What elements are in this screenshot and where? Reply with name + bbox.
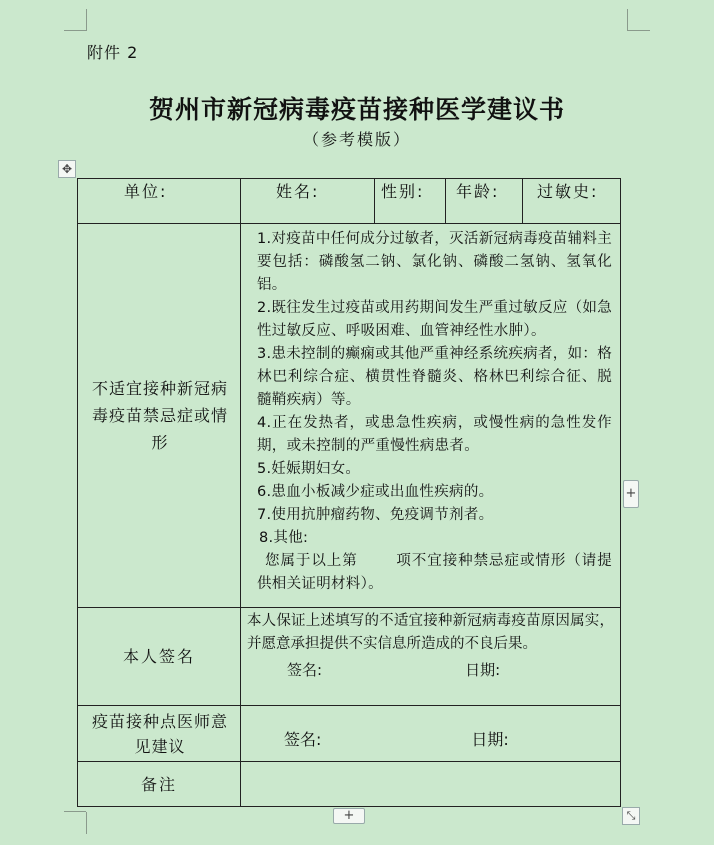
age-field[interactable] (446, 179, 522, 223)
attachment-label: 附件 2 (87, 43, 139, 62)
self-sign-line (247, 660, 614, 681)
crop-mark (86, 9, 87, 31)
list-item: 5.妊娠期妇女。 (257, 461, 361, 477)
crop-mark (628, 30, 650, 31)
plus-icon[interactable]: + (623, 480, 639, 508)
name-field[interactable] (241, 179, 374, 223)
doctor-sign-label: 签名: (284, 730, 322, 749)
list-item: 4.正在发热者，或患急性疾病，或慢性病的急性发作期，或未控制的严重慢性病患者。 (257, 415, 612, 454)
self-signature-label-cell (78, 608, 240, 705)
statement-before: 您属于以上第 (265, 553, 358, 569)
unit-label: 单位: (124, 182, 168, 201)
age-label: 年龄: (456, 182, 500, 201)
contraindications-label-cell (92, 224, 228, 607)
list-item: 1.对疫苗中任何成分过敏者，灭活新冠病毒疫苗辅料主要包括：磷酸氢二钠、氯化钠、磷酸二氢钠、氢氧化铝。 (257, 231, 612, 293)
contraindications-list[interactable] (241, 224, 620, 607)
recommendation-form-table (77, 178, 621, 807)
self-signature-area[interactable] (241, 608, 620, 705)
crop-mark (627, 9, 628, 31)
name-label: 姓名: (276, 182, 320, 201)
resize-icon[interactable]: ⤡ (622, 807, 640, 825)
move-icon[interactable]: ✥ (58, 160, 76, 178)
list-item: 2.既往发生过疫苗或用药期间发生严重过敏反应（如急性过敏反应、呼吸困难、血管神经性水肿）。 (257, 300, 612, 339)
self-sign-label: 签名: (287, 661, 323, 679)
document-title: 贺州市新冠病毒疫苗接种医学建议书 (148, 95, 565, 124)
list-item: 3.患未控制的癫痫或其他严重神经系统疾病者，如：格林巴利综合症、横贯性脊髓炎、格林巴利综合征、脱髓鞘疾病）等。 (257, 346, 612, 408)
crop-mark (86, 812, 87, 834)
allergy-field[interactable] (523, 179, 620, 223)
list-item: 7.使用抗肿瘤药物、免疫调节剂者。 (257, 507, 494, 523)
gender-field[interactable] (375, 179, 445, 223)
remarks-label-cell (78, 762, 240, 806)
list-item: 8.其他: (259, 530, 309, 546)
remarks-area[interactable] (241, 762, 620, 806)
list-item: 6.患血小板减少症或出血性疾病的。 (257, 484, 494, 500)
self-date-label: 日期: (465, 661, 501, 679)
doctor-opinion-label: 疫苗接种点医师意见建议 (92, 711, 229, 756)
self-signature-label: 本人签名 (122, 647, 195, 666)
self-guarantee-text: 本人保证上述填写的不适宜接种新冠病毒疫苗原因属实，并愿意承担提供不实信息所造成的不良后果。 (247, 613, 614, 652)
contraindication-statement (257, 550, 612, 596)
allergy-label: 过敏史: (537, 182, 599, 201)
doctor-opinion-area[interactable] (241, 706, 620, 761)
plus-icon[interactable]: + (333, 808, 365, 824)
doctor-date-label: 日期: (471, 730, 509, 749)
contraindications-label: 不适宜接种新冠病毒疫苗禁忌症或情形 (92, 379, 229, 452)
document-subtitle: （参考模版） (302, 130, 411, 149)
gender-label: 性别: (381, 182, 425, 201)
doctor-opinion-label-cell (92, 706, 228, 761)
crop-mark (64, 811, 86, 812)
unit-field[interactable] (78, 179, 240, 223)
statement-after: 项不宜接种禁忌症或情形（请提供相关证明材料）。 (257, 553, 612, 592)
doctor-sign-line (241, 729, 620, 750)
remarks-label: 备注 (140, 774, 177, 794)
crop-mark (64, 30, 86, 31)
